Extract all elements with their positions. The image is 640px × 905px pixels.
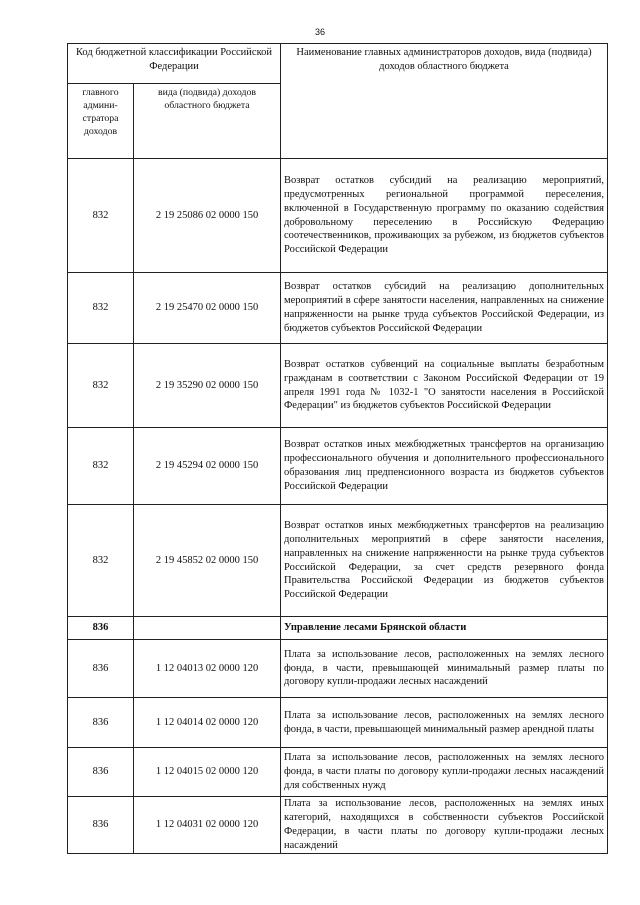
- admin-code-cell: 832: [68, 273, 134, 344]
- table-row: [68, 273, 608, 344]
- income-code-cell: 2 19 45294 02 0000 150: [134, 428, 281, 505]
- admin-code-cell: 832: [68, 159, 134, 273]
- table-row: [68, 640, 608, 698]
- section-title-cell: Управление лесами Брянской области: [281, 617, 608, 640]
- income-name-cell: Плата за использование лесов, расположенных на землях лесного фонда, в части, превышающей минимальный размер платы по договору купли-продажи лесных насаждений: [281, 640, 608, 698]
- income-code-cell: [134, 617, 281, 640]
- budget-classification-table: [67, 43, 608, 854]
- page-number: 36: [314, 27, 325, 37]
- admin-code-cell: 832: [68, 505, 134, 617]
- section-row: [68, 617, 608, 640]
- header-code-group: Код бюджетной классификации Российской Федерации: [68, 44, 281, 84]
- income-code-cell: 2 19 25086 02 0000 150: [134, 159, 281, 273]
- income-code-cell: 2 19 25470 02 0000 150: [134, 273, 281, 344]
- income-code-cell: 2 19 45852 02 0000 150: [134, 505, 281, 617]
- admin-code-cell: 836: [68, 748, 134, 797]
- admin-code-cell: 836: [68, 617, 134, 640]
- table-row: [68, 797, 608, 854]
- header-code-column: вида (подвида) доходов областного бюджета: [134, 84, 281, 159]
- admin-code-cell: 836: [68, 640, 134, 698]
- income-name-cell: Плата за использование лесов, расположенных на землях лесного фонда, в части платы по договору купли-продажи лесных насаждений для собственных нужд: [281, 748, 608, 797]
- table-row: [68, 698, 608, 748]
- income-name-cell: Возврат остатков субсидий на реализацию мероприятий, предусмотренных региональной программой переселения, включенной в Государственную программу по оказанию содействия добровольному переселению в Российскую Федерацию соотечественников, проживающих за рубежом, из бюджетов субъектов Российской Федерации: [281, 159, 608, 273]
- header-row-top: [68, 44, 608, 84]
- income-code-cell: 1 12 04013 02 0000 120: [134, 640, 281, 698]
- income-name-cell: Возврат остатков иных межбюджетных трансфертов на реализацию дополнительных мероприятий в сфере занятости населения, направленных на снижение напряженности на рынке труда субъектов Российской Федерации, за счет средств резервного фонда Правительства Российской Федерации из бюджетов субъектов Российской Федерации: [281, 505, 608, 617]
- income-name-cell: Плата за использование лесов, расположенных на землях лесного фонда, в части, превышающей минимальный размер арендной платы: [281, 698, 608, 748]
- income-code-cell: 1 12 04015 02 0000 120: [134, 748, 281, 797]
- admin-code-cell: 832: [68, 344, 134, 428]
- table-row: [68, 748, 608, 797]
- admin-code-cell: 832: [68, 428, 134, 505]
- income-code-cell: 1 12 04014 02 0000 120: [134, 698, 281, 748]
- table-row: [68, 505, 608, 617]
- income-name-cell: Возврат остатков иных межбюджетных трансфертов на организацию профессионального обучения и дополнительного профессионального образования лиц предпенсионного возраста из бюджетов субъектов Российской Федерации: [281, 428, 608, 505]
- table-row: [68, 159, 608, 273]
- table-row: [68, 428, 608, 505]
- header-admin-column: главного админи-стратора доходов: [68, 84, 134, 159]
- table-row: [68, 344, 608, 428]
- income-name-cell: Плата за использование лесов, расположенных на землях иных категорий, находящихся в собственности субъектов Российской Федерации, в части платы по договору купли-продажи лесных насаждений: [281, 797, 608, 854]
- income-code-cell: 2 19 35290 02 0000 150: [134, 344, 281, 428]
- income-code-cell: 1 12 04031 02 0000 120: [134, 797, 281, 854]
- income-name-cell: Возврат остатков субвенций на социальные выплаты безработным гражданам в соответствии с Законом Российской Федерации от 19 апреля 1991 года № 1032-1 "О занятости населения в Российской Федерации" из бюджетов субъектов Российской Федерации: [281, 344, 608, 428]
- income-name-cell: Возврат остатков субсидий на реализацию дополнительных мероприятий в сфере занятости населения, направленных на снижение напряженности на рынке труда субъектов Российской Федерации, из бюджетов субъектов Российской Федерации: [281, 273, 608, 344]
- admin-code-cell: 836: [68, 698, 134, 748]
- header-name-column: Наименование главных администраторов доходов, вида (подвида) доходов областного бюджета: [281, 44, 608, 159]
- admin-code-cell: 836: [68, 797, 134, 854]
